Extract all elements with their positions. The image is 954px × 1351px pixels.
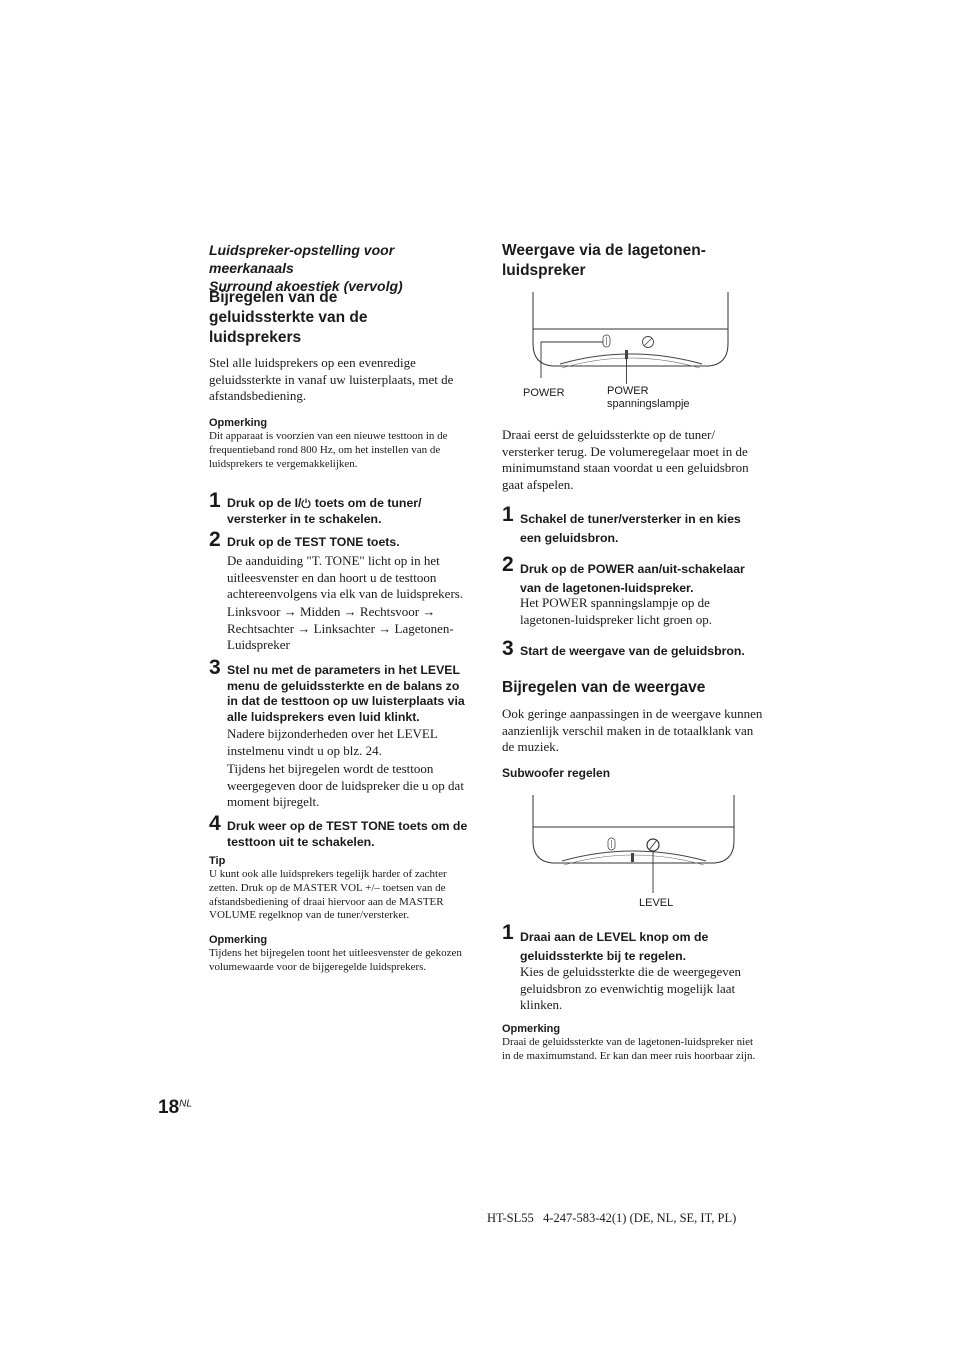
label-power-lamp: POWER spanningslampje: [607, 385, 690, 410]
step-r3: 3 Start de weergave van de geluidsbron.: [502, 637, 745, 660]
step-r2: 2 Druk op de POWER aan/uit-schakelaar van de lagetonen-luidspreker. Het POWER spanningslampje op de lagetonen-luidspreker licht groen op.: [502, 553, 745, 627]
running-header: Luidspreker-opstelling voor meerkanaals Surround akoestiek (vervolg): [209, 242, 403, 294]
section-heading-subwoofer: Weergave via de lagetonen- luidspreker: [502, 242, 706, 279]
tip-title: Tip: [209, 855, 226, 867]
tip-block: [209, 854, 474, 923]
standby-power-icon: [301, 498, 311, 508]
section-heading-adjust: Bijregelen van de weergave: [502, 679, 706, 696]
note-title: Opmerking: [209, 934, 268, 946]
note-block-1: [209, 416, 474, 471]
step-4: 4 Druk weer op de TEST TONE toets om de testtoon uit te schakelen.: [209, 812, 468, 849]
power-indicator: [625, 350, 628, 359]
subwoofer-level-figure: [502, 795, 764, 899]
label-level: LEVEL: [639, 897, 674, 909]
step-title: Druk op de I/ toets om de tuner/ versterker in te schakelen.: [227, 496, 422, 526]
tip-text: U kunt ook alle luidsprekers tegelijk harder of zachter zetten. Druk op de MASTER VOL +/– toetsen van de afstandsbediening of draai hiervoor aan de MASTER VOLUME regelknop van de tuner/versterker.: [209, 868, 447, 922]
label-power: POWER: [523, 387, 565, 399]
step-r1: 1 Schakel de tuner/versterker in en kies een geluidsbron.: [502, 503, 741, 545]
adjust-paragraph: Ook geringe aanpassingen in de weergave kunnen aanzienlijk verschil maken in de totaalklank van de muziek.: [502, 706, 763, 754]
subwoofer-subheading: Subwoofer regelen: [502, 766, 611, 780]
note-text: Draai de geluidssterkte van de lagetonen-luidspreker niet in de maximumstand. Er kan dan meer ruis hoorbaar zijn.: [502, 1036, 756, 1062]
step-2: 2 Druk op de TEST TONE toets. De aanduiding "T. TONE" licht op in het uitleesvenster en dan hoort u de testtoon achtereenvolgens via elk van de luidsprekers. Linksvoor → Midden → Rechtsvoor → Rechtsachter → Linksachter → Lagetonen- Luidspreker: [209, 533, 474, 655]
intro-paragraph: Stel alle luidsprekers op een evenredige geluidssterkte in vanaf uw luisterplaats, met de afstandsbediening.: [209, 355, 454, 403]
note-text: Tijdens het bijregelen toont het uitleesvenster de gekozen volumewaarde voor de bijgeregelde luidsprekers.: [209, 947, 462, 973]
note-block-2: [209, 933, 474, 975]
step-level: 1 Draai aan de LEVEL knop om de geluidssterkte bij te regelen. Kies de geluidssterkte die de weergegeven geluidsbron zo evenwichtig mogelijk laat klinken.: [502, 921, 742, 1012]
note-title: Opmerking: [209, 417, 268, 429]
intro-paragraph: Draai eerst de geluidssterkte op de tuner/ versterker terug. De volumeregelaar moet in de minimumstand staan voordat u een geluidsbron gaat afspelen.: [502, 427, 749, 492]
power-indicator: [631, 853, 634, 862]
speaker-sequence: Linksvoor → Midden → Rechtsvoor → Rechtsachter → Linksachter → Lagetonen- Luidspreker: [227, 604, 454, 652]
step-1: 1 Druk op de I/ toets om de tuner/ versterker in te schakelen.: [209, 494, 474, 528]
section-heading-volume: Bijregelen van de geluidssterkte van de luidsprekers: [209, 289, 368, 346]
note-text: Dit apparaat is voorzien van een nieuwe testtoon in de frequentieband rond 800 Hz, om het instellen van de luidsprekers te vergemakkelijken.: [209, 430, 448, 470]
footer-model-code: HT-SL55 4-247-583-42(1) (DE, NL, SE, IT, PL): [487, 1211, 737, 1225]
note-title: Opmerking: [502, 1023, 561, 1035]
page-number: $18^{NL}$: [158, 1097, 192, 1118]
note-block-3: [502, 1022, 764, 1064]
step-3: 3 Stel nu met de parameters in het LEVEL menu de geluidssterkte en de balans zo in dat de testtoon op uw luisterplaats via alle luidsprekers even luid klinkt. Nadere bijzonderheden over het LEVEL instelmenu vindt u op blz. 24. Tijdens het bijregelen wordt de testtoon weergegeven door de luidspreker die u op dat moment bijregelt.: [209, 656, 465, 809]
